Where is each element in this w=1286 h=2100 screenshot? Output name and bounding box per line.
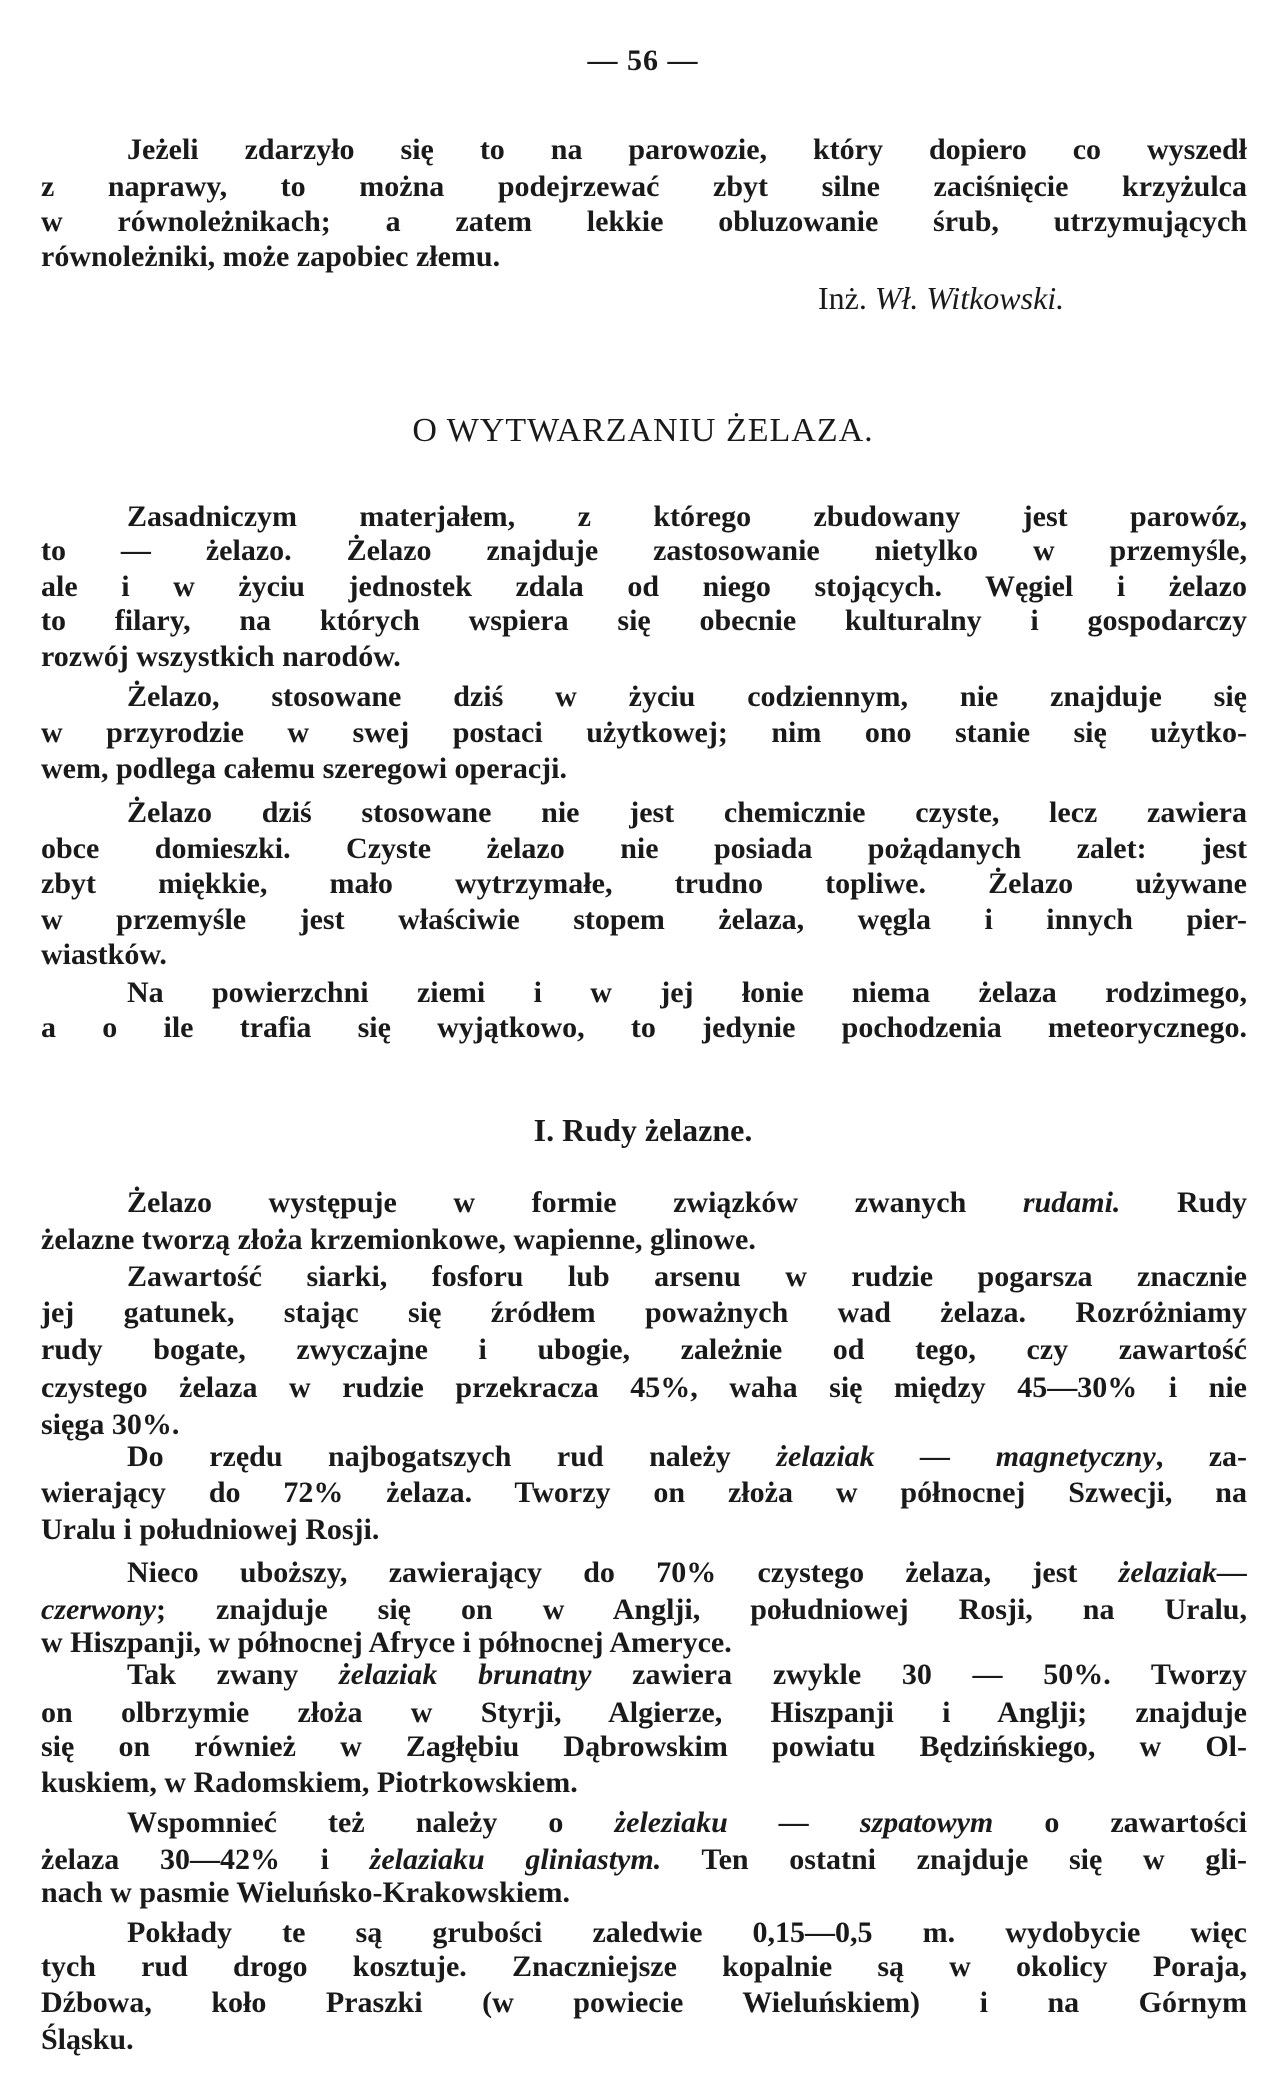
text-line: sięga 30%.: [41, 1408, 180, 1441]
text-line: wiastków.: [41, 938, 167, 971]
emphasis: żelaziak — magnetyczny: [776, 1440, 1156, 1473]
page-number: — 56 —: [587, 44, 699, 77]
text-line: Zawartość siarki, fosforu lub arsenu w rudzie pogarsza znacznie: [127, 1260, 1247, 1293]
text-line: wem, podlega całemu szeregowi operacji.: [41, 752, 567, 785]
text-line: Na powierzchni ziemi i w jej łonie niema żelaza rodzimego,: [127, 976, 1247, 1009]
text-span: Ten ostatni znajduje się w gli-: [661, 1843, 1247, 1876]
emphasis: czerwony: [41, 1593, 156, 1626]
emphasis: żelaziaku gliniastym.: [369, 1843, 662, 1876]
text-line: żelazne tworzą złoża krzemionkowe, wapienne, glinowe.: [41, 1223, 756, 1256]
text-line: nach w pasmie Wieluńsko-Krakowskiem.: [41, 1876, 570, 1909]
text-line: Zasadniczym materjałem, z którego zbudowany jest parowóz,: [127, 500, 1247, 533]
text-line: rudy bogate, zwyczajne i ubogie, zależnie od tego, czy zawartość: [41, 1333, 1247, 1366]
text-line: Pokłady te są grubości zaledwie 0,15—0,5 m. wydobycie więc: [127, 1916, 1247, 1949]
text-span: żelaza 30—42% i: [41, 1843, 370, 1876]
text-line: ale i w życiu jednostek zdala od niego stojących. Węgiel i żelazo: [41, 570, 1247, 603]
author-signature: [818, 280, 1064, 317]
text-line: [41, 1842, 1247, 1878]
text-line: tych rud drogo kosztuje. Znaczniejsze kopalnie są w okolicy Poraja,: [41, 1950, 1247, 1983]
text-span: Wspomnieć też należy o: [127, 1806, 615, 1839]
text-line: a o ile trafia się wyjątkowo, to jedynie pochodzenia meteorycznego.: [41, 1011, 1247, 1044]
text-line: obce domieszki. Czyste żelazo nie posiada pożądanych zalet: jest: [41, 832, 1247, 865]
text-line: [41, 1592, 1247, 1628]
text-span: ; znajduje się on w Anglji, południowej Rosji, na Uralu,: [156, 1593, 1247, 1626]
text-line: równoleżniki, może zapobiec złemu.: [41, 240, 501, 273]
text-line: Żelazo dziś stosowane nie jest chemicznie czyste, lecz zawiera: [127, 796, 1247, 829]
text-line: to — żelazo. Żelazo znajduje zastosowanie nietylko w przemyśle,: [41, 534, 1247, 567]
text-span: Żelazo występuje w formie związków zwanych: [127, 1186, 1023, 1219]
text-span: o zawartości: [993, 1806, 1247, 1839]
text-span: Do rzędu najbogatszych rud należy: [127, 1440, 777, 1473]
text-line: Żelazo, stosowane dziś w życiu codziennym, nie znajduje się: [127, 680, 1247, 713]
text-line: [127, 1657, 1247, 1693]
article-title: O WYTWARZANIU ŻELAZA.: [412, 412, 874, 449]
text-line: Śląsku.: [41, 2023, 134, 2056]
text-line: [127, 1185, 1247, 1221]
text-line: w Hiszpanji, w północnej Afryce i północnej Ameryce.: [41, 1626, 732, 1659]
text-line: z naprawy, to można podejrzewać zbyt silne zaciśnięcie krzyżulca: [41, 170, 1247, 203]
text-line: [127, 1555, 1247, 1591]
signature-name: Wł. Witkowski.: [874, 280, 1065, 316]
text-line: Dźbowa, koło Praszki (w powiecie Wieluńskiem) i na Górnym: [41, 1986, 1247, 2019]
emphasis: żelaziak—: [1118, 1556, 1247, 1589]
text-line: Uralu i południowej Rosji.: [41, 1513, 380, 1546]
text-span: Nieco uboższy, zawierający do 70% czystego żelaza, jest: [127, 1556, 1119, 1589]
text-line: rozwój wszystkich narodów.: [41, 640, 401, 673]
text-line: zbyt miękkie, mało wytrzymałe, trudno topliwe. Żelazo używane: [41, 867, 1247, 900]
text-line: on olbrzymie złoża w Styrji, Algierze, Hiszpanji i Anglji; znajduje: [41, 1696, 1247, 1729]
text-span: zawiera zwykle 30 — 50%. Tworzy: [591, 1658, 1247, 1691]
text-line: czystego żelaza w rudzie przekracza 45%, waha się między 45—30% i nie: [41, 1371, 1247, 1404]
emphasis: rudami.: [1022, 1186, 1121, 1219]
text-line: kuskiem, w Radomskiem, Piotrkowskiem.: [41, 1766, 578, 1799]
section-heading: I. Rudy żelazne.: [533, 1112, 753, 1148]
text-line: w przemyśle jest właściwie stopem żelaza, węgla i innych pier-: [41, 903, 1247, 936]
text-line: [127, 1805, 1247, 1841]
text-span: , za-: [1155, 1440, 1248, 1473]
text-line: się on również w Zagłębiu Dąbrowskim powiatu Będzińskiego, w Ol-: [41, 1730, 1247, 1763]
emphasis: żeleziaku — szpatowym: [614, 1806, 994, 1839]
text-line: [127, 1439, 1247, 1475]
text-line: wierający do 72% żelaza. Tworzy on złoża w północnej Szwecji, na: [41, 1476, 1247, 1509]
emphasis: żelaziak brunatny: [339, 1658, 592, 1691]
signature-title: Inż.: [818, 280, 867, 316]
text-line: Jeżeli zdarzyło się to na parowozie, który dopiero co wyszedł: [127, 133, 1247, 166]
text-span: Tak zwany: [127, 1658, 340, 1691]
text-line: jej gatunek, stając się źródłem poważnych wad żelaza. Rozróżniamy: [41, 1296, 1247, 1329]
text-line: w równoleżnikach; a zatem lekkie obluzowanie śrub, utrzymujących: [41, 205, 1247, 238]
text-span: Rudy: [1120, 1186, 1247, 1219]
text-line: to filary, na których wspiera się obecnie kulturalny i gospodarczy: [41, 604, 1247, 637]
text-line: w przyrodzie w swej postaci użytkowej; nim ono stanie się użytko-: [41, 716, 1247, 749]
